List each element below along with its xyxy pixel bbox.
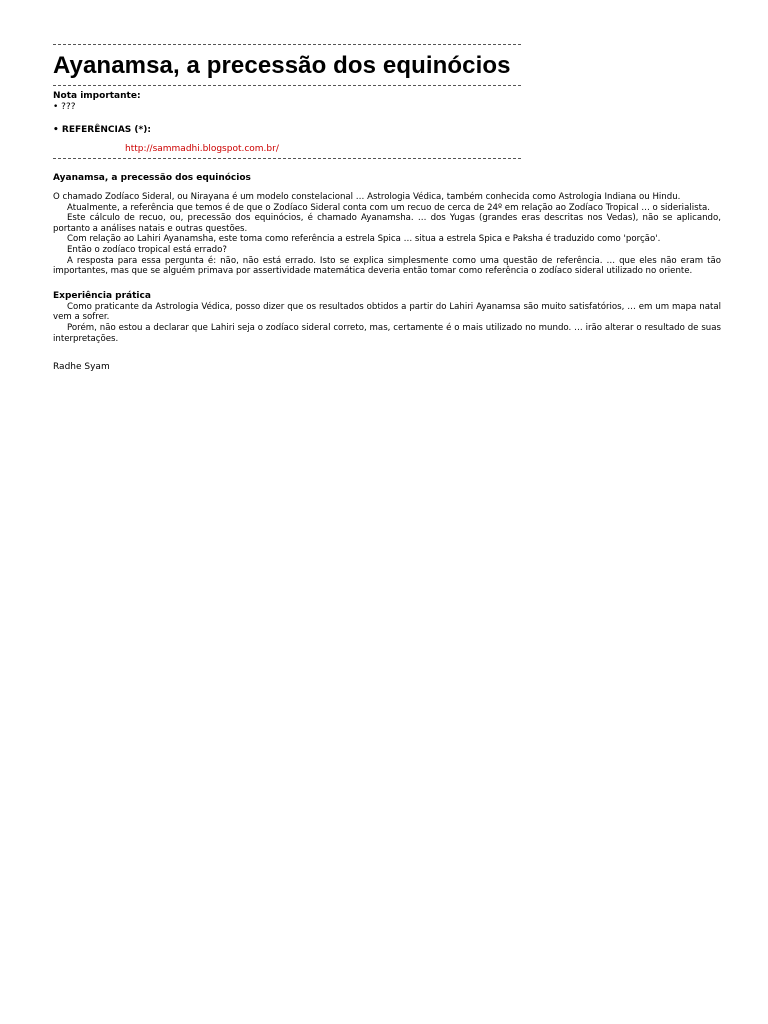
paragraph: O chamado Zodíaco Sideral, ou Nirayana é um modelo constelacional … Astrologia Védica, também conhecida como Astrologia Indiana ou Hindu. [53,192,681,202]
divider [53,44,521,45]
document-page [53,44,721,373]
note-label: Nota importante: [53,91,141,101]
paragraph: Porém, não estou a declarar que Lahiri seja o zodíaco sideral correto, mas, certamente é o mais utilizado no mundo. … irão alterar o resultado de suas interpretações. [53,322,721,344]
paragraph: A resposta para essa pergunta é: não, não está errado. Isto se explica simplesmente como uma questão de referência. … que eles não eram tão importantes, mas que se alguém primava por assertividade matemática deveria então tomar como referência o zodíaco sideral utilizado no oriente. [53,255,721,277]
paragraph: Então o zodíaco tropical está errado? [67,244,227,255]
author-signature: Radhe Syam [53,362,110,373]
paragraph: Atualmente, a referência que temos é de que o Zodíaco Sideral conta com um recuo de cerca de 24º em relação ao Zodíaco Tropical … o siderialista. [67,202,710,213]
references-label: • REFERÊNCIAS (*): [53,125,151,135]
section-heading-ayanamsa: Ayanamsa, a precessão dos equinócios [53,173,251,183]
section-heading-experiencia: Experiência prática [53,290,151,301]
paragraph: Este cálculo de recuo, ou, precessão dos equinócios, é chamado Ayanamsha. … dos Yugas (grandes eras descritas nos Vedas), não se aplicando, portanto a análises natais e outras questões. [53,213,721,234]
note-value: • ??? [53,102,76,112]
paragraph: Com relação ao Lahiri Ayanamsha, este toma como referência a estrela Spica … situa a estrela Spica e Paksha é traduzido como 'porção'. [67,234,661,245]
section-experiencia-body [53,302,721,344]
section-ayanamsa-body [53,192,721,277]
reference-link[interactable]: http://sammadhi.blogspot.com.br/ [125,144,279,154]
paragraph: Como praticante da Astrologia Védica, posso dizer que os resultados obtidos a partir do Lahiri Ayanamsa são muito satisfatórios, … em um mapa natal vem a sofrer. [53,301,721,323]
page-title: Ayanamsa, a precessão dos equinócios [53,52,511,79]
